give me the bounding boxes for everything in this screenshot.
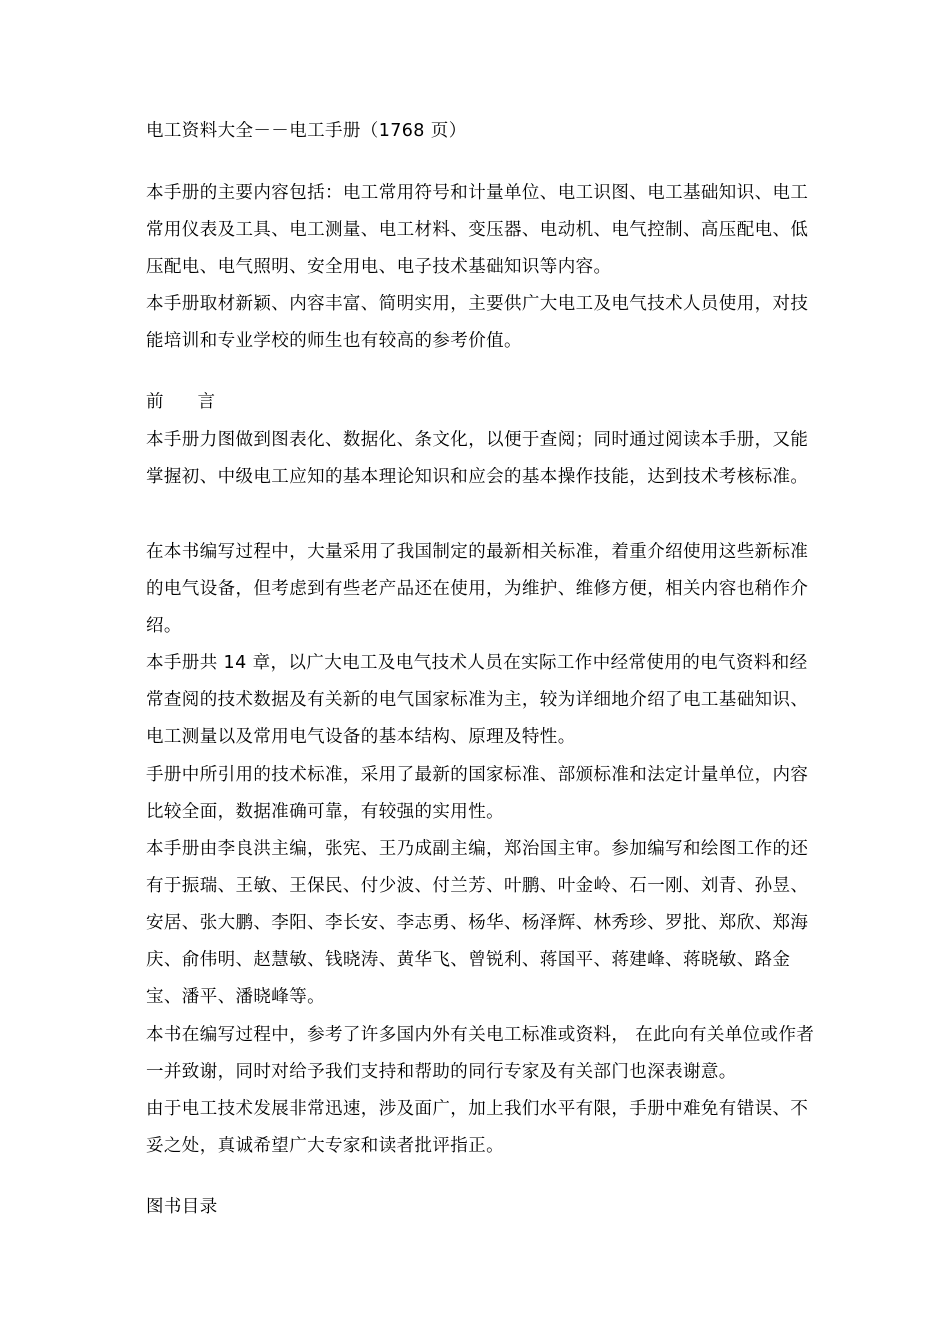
preface-paragraph-7: 由于电工技术发展非常迅速，涉及面广，加上我们水平有限，手册中难免有错误、不妥之处，真诚希望广大专家和读者批评指正。	[146, 1099, 809, 1156]
preface-paragraph-4: 手册中所引用的技术标准，采用了最新的国家标准、部颁标准和法定计量单位，内容比较全面，数据准确可靠，有较强的实用性。	[146, 765, 809, 822]
preface-paragraph-6: 本书在编写过程中，参考了许多国内外有关电工标准或资料， 在此向有关单位或作者一并致谢，同时对给予我们支持和帮助的同行专家及有关部门也深表谢意。	[146, 1025, 815, 1082]
intro-paragraph-2: 本手册取材新颖、内容丰富、简明实用，主要供广大电工及电气技术人员使用，对技能培训和专业学校的师生也有较高的参考价值。	[146, 294, 809, 351]
preface-paragraph-3: 本手册共 14 章，以广大电工及电气技术人员在实际工作中经常使用的电气资料和经常查阅的技术数据及有关新的电气国家标准为主，较为详细地介绍了电工基础知识、电工测量以及常用电气设备的基本结构、原理及特性。	[146, 653, 809, 747]
document-title: 电工资料大全－－电工手册（1768 页）	[146, 121, 467, 141]
intro-paragraph-1: 本手册的主要内容包括：电工常用符号和计量单位、电工识图、电工基础知识、电工常用仪表及工具、电工测量、电工材料、变压器、电动机、电气控制、高压配电、低压配电、电气照明、安全用电、电子技术基础知识等内容。	[146, 183, 809, 277]
toc-heading: 图书目录	[146, 1197, 218, 1217]
preface-paragraph-1: 本手册力图做到图表化、数据化、条文化，以便于查阅；同时通过阅读本手册，又能掌握初、中级电工应知的基本理论知识和应会的基本操作技能，达到技术考核标准。	[146, 430, 809, 487]
preface-heading-part2: 言	[197, 392, 215, 412]
preface-heading	[146, 384, 818, 421]
preface-paragraph-5: 本手册由李良洪主编，张宪、王乃成副主编，郑治国主审。参加编写和绘图工作的还有于振瑞、王敏、王保民、付少波、付兰芳、叶鹏、叶金岭、石一刚、刘青、孙昱、安居、张大鹏、李阳、李长安、李志勇、杨华、杨泽辉、林秀珍、罗批、郑欣、郑海庆、俞伟明、赵慧敏、钱晓涛、黄华飞、曾锐利、蒋国平、蒋建峰、蒋晓敏、路金宝、潘平、潘晓峰等。	[146, 839, 809, 1007]
preface-heading-part1: 前	[146, 392, 164, 412]
preface-paragraph-2: 在本书编写过程中，大量采用了我国制定的最新相关标准，着重介绍使用这些新标准的电气设备，但考虑到有些老产品还在使用，为维护、维修方便，相关内容也稍作介绍。	[146, 542, 809, 636]
